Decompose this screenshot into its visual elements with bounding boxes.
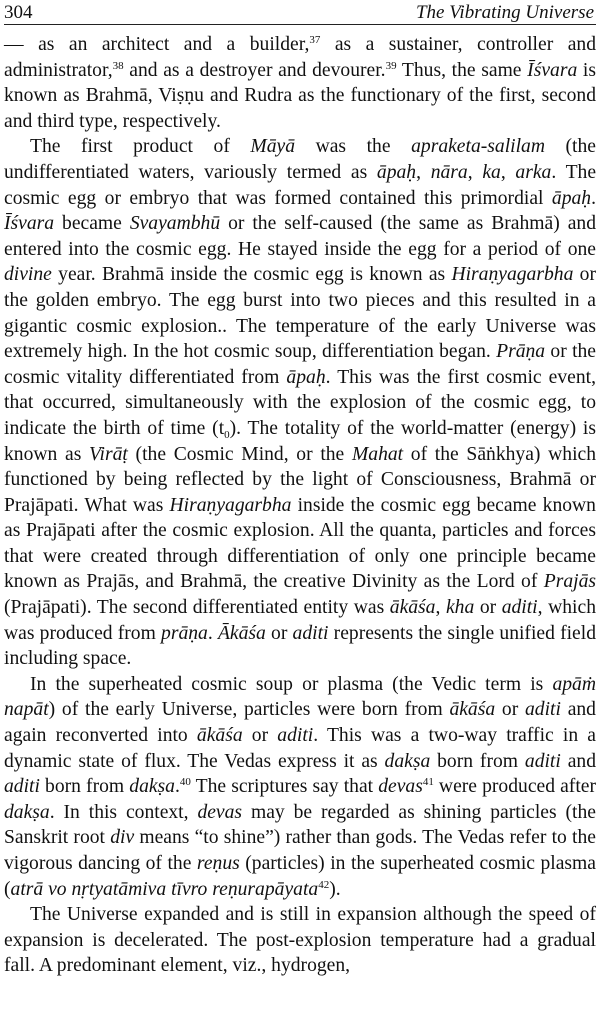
text-run: . This was the first cosmic event, that occurred, simultaneously with the explosion of the cosmic egg, to indicate the birth of time (t xyxy=(4,366,596,439)
text-run: represents the single unified field including space. xyxy=(4,622,596,670)
text-run: is known as Brahmā, Viṣṇu and Rudra as the functionary of the first, second and third type, respectively. xyxy=(4,59,596,132)
italic-term: Virāṭ xyxy=(89,443,128,465)
text-run: or xyxy=(242,725,278,747)
italic-term: ākāśa xyxy=(449,699,496,721)
text-run: ). xyxy=(329,878,341,900)
page-number: 304 xyxy=(4,2,33,23)
italic-term: aditi xyxy=(292,622,329,644)
italic-term: aditi xyxy=(525,699,561,721)
text-run: and xyxy=(560,750,596,772)
italic-term: Hiraṇyagarbha xyxy=(451,264,574,286)
text-run: or xyxy=(265,622,293,644)
text-run: (particles) in the superheated cosmic plasma ( xyxy=(4,853,596,900)
text-run: or the self-caused (the same as Brahmā) and entered into the cosmic egg. He stayed inside the egg for a period of one xyxy=(4,213,596,260)
italic-term: divine xyxy=(4,264,52,286)
text-run: , xyxy=(416,161,431,183)
text-run: . In this context, xyxy=(49,801,198,823)
text-run: year. Brahmā inside the cosmic egg is known as xyxy=(51,264,452,286)
italic-term: div xyxy=(110,827,135,849)
italic-term: aditi xyxy=(4,776,40,798)
text-run: The first product of xyxy=(30,136,251,158)
italic-term: reṇus xyxy=(196,853,240,874)
italic-term: āpaḥ xyxy=(286,366,326,388)
text-run: or the cosmic vitality differentiated from xyxy=(4,341,597,388)
text-run: . xyxy=(207,622,218,644)
italic-term: kha xyxy=(445,597,475,619)
footnote-reference: 41 xyxy=(422,776,434,789)
text-run: as a sustainer, controller and administrator, xyxy=(4,34,596,81)
book-page xyxy=(4,0,596,979)
italic-term: dakṣa xyxy=(129,776,175,798)
italic-term: atrā vo nṛtyatāmiva tīvro reṇurapāyata xyxy=(10,878,319,900)
footnote-reference: 40 xyxy=(179,776,191,789)
text-run: were produced after xyxy=(433,776,596,798)
italic-term: Īśvara xyxy=(4,213,55,235)
footnote-reference: 39 xyxy=(385,59,397,72)
text-run: means “to shine”) rather than gods. The Vedas refer to the vigorous dancing of the xyxy=(4,827,596,874)
text-run: ). The totality of the world-matter (energy) is known as xyxy=(4,417,596,465)
text-run: . xyxy=(174,776,180,798)
italic-term: nāra xyxy=(430,161,468,183)
text-run: or xyxy=(474,597,502,619)
text-run: or the golden embryo. The egg burst into two pieces and this resulted in a gigantic cosmic explosion.. The temperature of the early Universe was extremely high. In the hot cosmic soup, differentiation began. xyxy=(4,264,596,363)
text-run: became xyxy=(54,213,130,235)
text-run: (the undifferentiated waters, variously termed as xyxy=(4,136,596,183)
italic-term: Prajās xyxy=(543,571,596,593)
text-run: The scriptures say that xyxy=(190,776,379,798)
text-run: Thus, the same xyxy=(396,59,528,81)
italic-term: dakṣa xyxy=(4,801,50,823)
italic-term: apraketa-salilam xyxy=(411,136,545,158)
paragraph xyxy=(4,32,596,134)
italic-term: aditi xyxy=(524,750,561,772)
text-run: , xyxy=(500,161,516,183)
text-run: and again reconverted into xyxy=(4,699,596,747)
italic-term: Ākāśa xyxy=(217,622,266,644)
paragraph xyxy=(4,672,596,902)
paragraph xyxy=(4,902,596,979)
text-run: born from xyxy=(39,776,130,798)
text-run: In the superheated cosmic soup or plasma (the Vedic term is xyxy=(30,673,553,695)
text-run: and as a destroyer and devourer. xyxy=(123,59,386,81)
italic-term: aditi xyxy=(501,597,538,619)
text-run: . The cosmic egg or embryo that was formed contained this primordial xyxy=(4,161,597,209)
italic-term: āpaḥ xyxy=(376,161,417,183)
italic-term: Mahat xyxy=(351,443,404,465)
italic-term: āpaḥ xyxy=(551,187,592,209)
text-run: . This was a two-way traffic in a dynamic state of flux. The Vedas express it as xyxy=(4,725,596,772)
italic-term: Svayambhū xyxy=(129,213,221,235)
footnote-reference: 42 xyxy=(318,878,330,891)
text-run: — as an architect and a builder, xyxy=(4,34,310,55)
italic-term: devas xyxy=(378,776,423,798)
text-run: of the Sāṅkhya) which functioned by being reflected by the light of Consciousness, Brahmā or Prajāpati. What was xyxy=(4,443,597,516)
running-title: The Vibrating Universe xyxy=(415,2,594,23)
text-run: may be regarded as shining particles (the Sanskrit root xyxy=(4,801,596,849)
footnote-reference: 37 xyxy=(309,34,321,46)
italic-term: Hiraṇyagarbha xyxy=(169,494,292,516)
italic-term: dakṣa xyxy=(384,750,431,772)
paragraph xyxy=(4,134,596,671)
italic-term: arka xyxy=(515,161,552,183)
text-run: ) of the early Universe, particles were born from xyxy=(48,699,450,721)
italic-term: Īśvara xyxy=(527,59,578,81)
text-run: The Universe expanded and is still in expansion although the speed of expansion is decelerated. The post-explosion temperature had a gradual fall. A predominant element, viz., hydrogen, xyxy=(4,904,596,977)
text-run: , xyxy=(435,597,446,619)
text-run: or xyxy=(495,699,525,721)
text-run: . xyxy=(591,187,596,209)
text-run: was the xyxy=(295,136,412,158)
running-head xyxy=(4,0,596,25)
body-text xyxy=(4,32,596,979)
italic-term: ākāśa xyxy=(196,725,243,747)
italic-term: ka xyxy=(482,161,501,183)
italic-term: devas xyxy=(197,801,243,823)
text-run: (Prajāpati). The second differentiated entity was xyxy=(4,597,390,619)
subscript: 0 xyxy=(224,428,230,441)
italic-term: Māyā xyxy=(250,136,296,158)
italic-term: Prāṇa xyxy=(496,341,546,363)
footnote-reference: 38 xyxy=(112,59,124,72)
text-run: inside the cosmic egg became known as Prajāpati after the cosmic explosion. All the quanta, particles and forces that were created through differentiation of only one principle became known as Prajās, and Brahmā, the creative Divinity as the Lord of xyxy=(4,494,596,593)
italic-term: ākāśa xyxy=(389,597,436,619)
italic-term: apāṁ napāt xyxy=(4,673,596,721)
text-run: , which was produced from xyxy=(4,597,596,644)
text-run: born from xyxy=(430,750,525,772)
italic-term: aditi xyxy=(277,725,314,747)
text-run: , xyxy=(467,161,483,183)
text-run: (the Cosmic Mind, or the xyxy=(127,443,352,465)
italic-term: prāṇa xyxy=(161,622,208,644)
